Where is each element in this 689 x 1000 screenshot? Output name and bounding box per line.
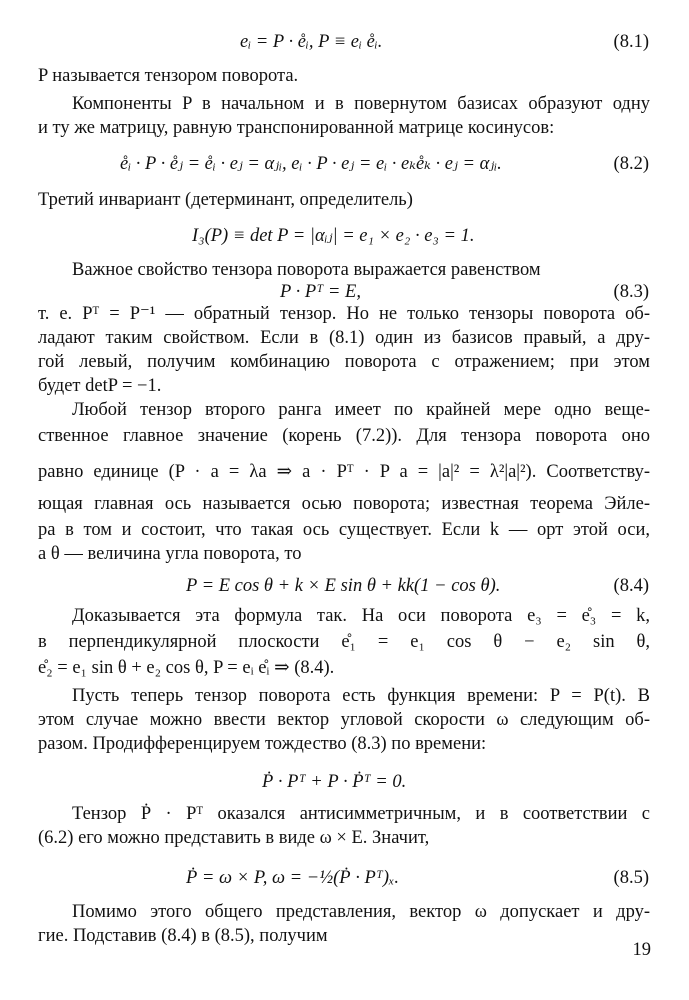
equation-number-8-4: (8.4) (613, 576, 649, 596)
text-line: Третий инвариант (детерминант, определитель) (38, 190, 413, 210)
equation-number-8-3: (8.3) (613, 282, 649, 302)
text-line: будет detP = −1. (38, 376, 162, 396)
text-line: этом случае можно ввести вектор угловой скорости ω следующим об- (38, 710, 650, 730)
text-line: т. е. Pᵀ = P⁻¹ — обратный тензор. Но не только тензоры поворота об- (38, 304, 650, 324)
text-line: Пусть теперь тензор поворота есть функция времени: P = P(t). В (72, 686, 650, 706)
text-line: ющая главная ось называется осью поворота; известная теорема Эйле- (38, 494, 650, 514)
text-line: Важное свойство тензора поворота выражается равенством (72, 260, 541, 280)
text-line: P называется тензором поворота. (38, 66, 299, 86)
text-line: гой левый, получим комбинацию поворота с отражением; при этом (38, 352, 650, 372)
text-line: Любой тензор второго ранга имеет по крайней мере одно веще- (72, 400, 650, 420)
equation-8-2: e̊ᵢ · P · e̊ⱼ = e̊ᵢ · eⱼ = αⱼᵢ, eᵢ · P · eⱼ = eᵢ · eₖe̊ₖ · eⱼ = αⱼᵢ. (120, 154, 502, 174)
text-line: Компоненты P в начальном и в повернутом базисах образуют одну (72, 94, 650, 114)
equation-differentiated: Ṗ · Pᵀ + P · Ṗᵀ = 0. (262, 772, 407, 792)
text-line: разом. Продифференцируем тождество (8.3) по времени: (38, 734, 487, 754)
text-line: ладают таким свойством. Если в (8.1) один из базисов правый, а дру- (38, 328, 650, 348)
text-line: гие. Подставив (8.4) в (8.5), получим (38, 926, 328, 946)
text-line: (6.2) его можно представить в виде ω × E. Значит, (38, 828, 430, 848)
equation-determinant: I₃(P) ≡ det P = |αᵢⱼ| = e₁ × e₂ · e₃ = 1. (192, 226, 475, 246)
equation-8-5: Ṗ = ω × P, ω = −½(Ṗ · Pᵀ)ₓ. (186, 868, 399, 888)
page-number: 19 (632, 940, 651, 960)
text-line: ра в том и состоит, что такая ось существует. Если k — орт этой оси, (38, 520, 650, 540)
text-line: и ту же матрицу, равную транспонированной матрице косинусов: (38, 118, 555, 138)
text-line: равно единице (P · a = λa ⇒ a · Pᵀ · P a = |a|² = λ²|a|²). Соответству- (38, 462, 650, 482)
text-line: e̊₂ = e₁ sin θ + e₂ cos θ, P = eᵢ e̊ᵢ ⇒ (8.4). (38, 658, 335, 678)
text-line: Тензор Ṗ · Pᵀ оказался антисимметричным, и в соответствии с (72, 804, 650, 824)
equation-8-3: P · Pᵀ = E, (280, 282, 361, 302)
text-line: Помимо этого общего представления, вектор ω допускает и дру- (72, 902, 650, 922)
equation-8-4: P = E cos θ + k × E sin θ + kk(1 − cos θ). (186, 576, 501, 596)
equation-8-1: eᵢ = P · e̊ᵢ, P ≡ eᵢ e̊ᵢ. (240, 32, 383, 52)
text-line: ственное главное значение (корень (7.2)). Для тензора поворота оно (38, 426, 650, 446)
text-line: в перпендикулярной плоскости e̊₁ = e₁ cos θ − e₂ sin θ, (38, 632, 650, 652)
equation-number-8-5: (8.5) (613, 868, 649, 888)
equation-number-8-2: (8.2) (613, 154, 649, 174)
text-line: а θ — величина угла поворота, то (38, 544, 302, 564)
text-line: Доказывается эта формула так. На оси поворота e₃ = e̊₃ = k, (72, 606, 650, 626)
equation-number-8-1: (8.1) (613, 32, 649, 52)
